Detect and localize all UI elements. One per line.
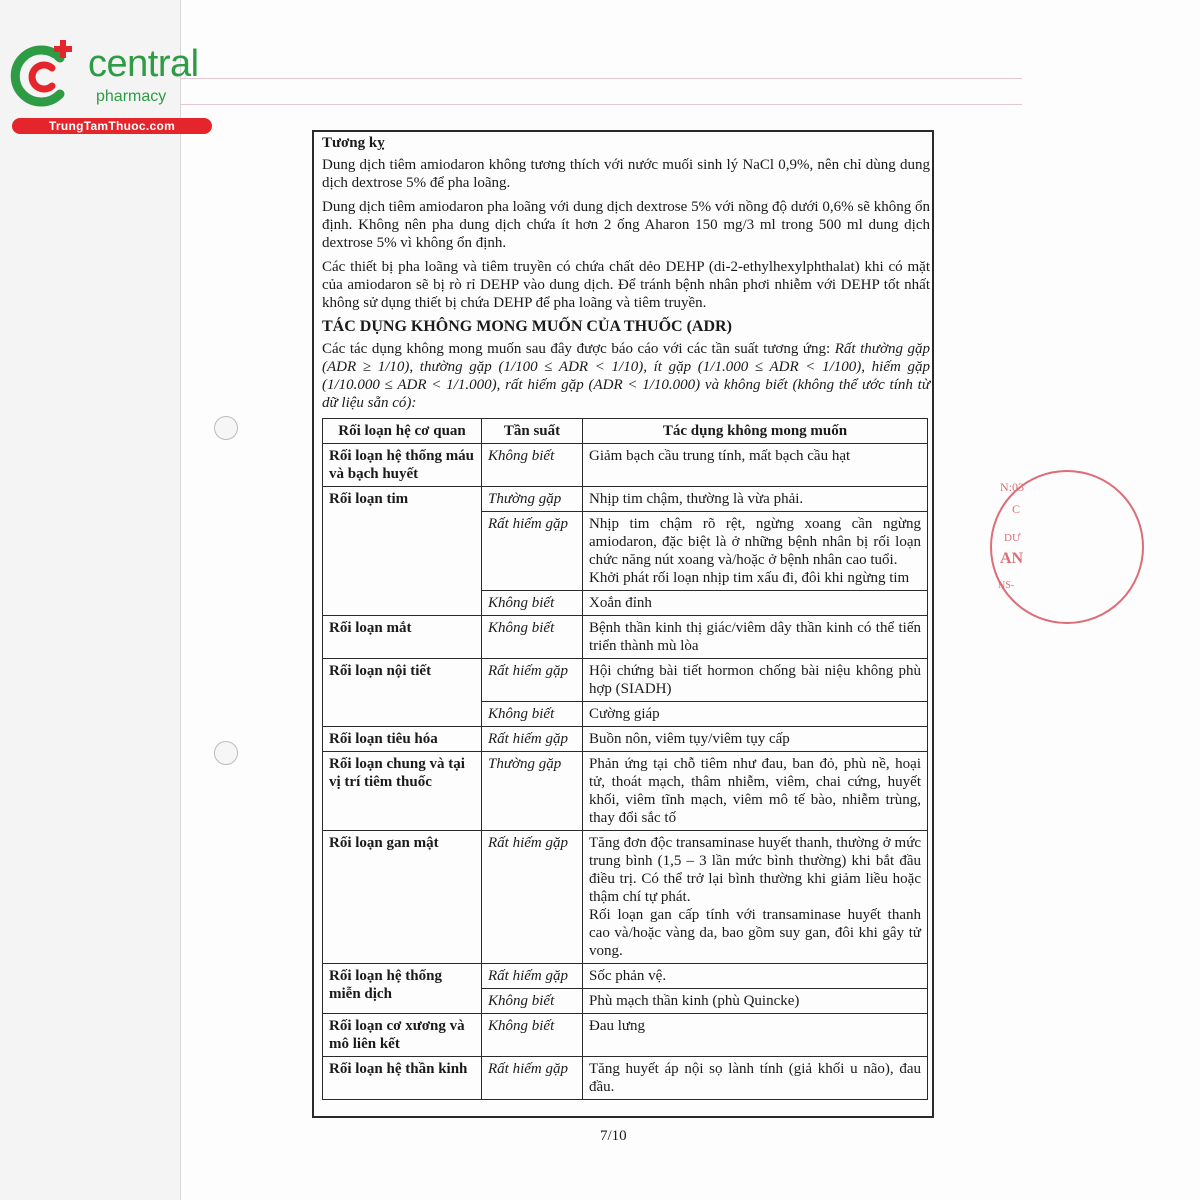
logo-sub: pharmacy: [96, 88, 167, 105]
adr-intro-frequencies: Rất thường gặp (ADR ≥ 1/10), thường gặp (1/100 ≤ ADR < 1/10), ít gặp (1/1.000 ≤ ADR < 1/100), hiếm gặp (1/10.000 ≤ ADR < 1/1.000), rất hiếm gặp (ADR < 1/10.000) và không biết (không thể ước tính từ dữ liệu sẵn có):: [322, 341, 930, 411]
stamp-text: AN: [1000, 550, 1024, 567]
organ-class-cell: Rối loạn chung và tại vị trí tiêm thuốc: [323, 752, 482, 831]
organ-class-cell: Rối loạn hệ thống miễn dịch: [323, 964, 482, 1014]
organ-class-cell: Rối loạn gan mật: [323, 831, 482, 964]
section-heading-incompatibility: Tương kỵ: [322, 135, 385, 151]
effect-text: Tăng đơn độc transaminase huyết thanh, thường ở mức trung bình (1,5 – 3 lần mức bình thường) khi bắt đầu điều trị. Có thể trở lại bình thường khi giảm liều hoặc thậm chí tự phát.: [589, 835, 921, 905]
effect-text: Rối loạn gan cấp tính với transaminase huyết thanh cao và/hoặc vàng da, bao gồm suy gan, đôi khi gây tử vong.: [589, 907, 921, 959]
stamp-text: NS-: [998, 580, 1015, 591]
effect-cell: Phản ứng tại chỗ tiêm như đau, ban đỏ, phù nề, hoại tử, thoát mạch, thâm nhiễm, viêm, chai cứng, huyết khối, viêm tĩnh mạch, viêm mô tế bào, nhiễm trùng, thay đổi sắc tố: [583, 752, 928, 831]
paragraph: Các thiết bị pha loãng và tiêm truyền có chứa chất dẻo DEHP (di-2-ethylhexylphthalat) khi có mặt của amiodaron sẽ bị rò rỉ DEHP vào dung dịch. Để tránh bệnh nhân phơi nhiễm với DEHP tốt nhất không sử dụng thiết bị chứa DEHP để pha loãng và tiêm truyền.: [322, 259, 930, 311]
effect-cell: Hội chứng bài tiết hormon chống bài niệu không phù hợp (SIADH): [583, 659, 928, 702]
table-row: [323, 727, 928, 752]
organ-class-cell: Rối loạn mắt: [323, 616, 482, 659]
table-row: [323, 659, 928, 702]
page-number: 7/10: [600, 1128, 627, 1144]
frequency-cell: Không biết: [482, 616, 583, 659]
effect-cell: Bệnh thần kinh thị giác/viêm dây thần kinh có thể tiến triển thành mù lòa: [583, 616, 928, 659]
effect-cell: Sốc phản vệ.: [583, 964, 928, 989]
header-rule-2: [180, 104, 1022, 105]
central-pharmacy-logo: [8, 36, 218, 136]
table-row: [323, 487, 928, 512]
red-stamp: [990, 470, 1144, 624]
effect-cell: Giảm bạch cầu trung tính, mất bạch cầu hạt: [583, 444, 928, 487]
table-row: [323, 964, 928, 989]
effect-cell: [583, 831, 928, 964]
frequency-cell: Không biết: [482, 989, 583, 1014]
logo-mark-icon: [8, 36, 86, 116]
effect-text: Khởi phát rối loạn nhịp tim xấu đi, đôi khi ngừng tim: [589, 570, 910, 586]
paragraph: Dung dịch tiêm amiodaron pha loãng với dung dịch dextrose 5% với nồng độ dưới 0,6% sẽ không ổn định. Không nên pha dung dịch chứa ít hơn 2 ống Aharon 150 mg/3 ml trong 500 ml dung dịch dextrose 5% vì không ổn định.: [322, 199, 930, 251]
stamp-text: C: [1012, 502, 1021, 516]
frequency-cell: Không biết: [482, 444, 583, 487]
effect-cell: Cường giáp: [583, 702, 928, 727]
document-body: [322, 134, 930, 1100]
frequency-cell: Rất hiếm gặp: [482, 964, 583, 989]
logo-site: TrungTamThuoc.com: [12, 118, 212, 134]
organ-class-cell: Rối loạn cơ xương và mô liên kết: [323, 1014, 482, 1057]
table-row: [323, 1057, 928, 1100]
frequency-cell: Rất hiếm gặp: [482, 727, 583, 752]
stamp-text: N:03: [1000, 480, 1024, 494]
punch-hole: [214, 416, 238, 440]
table-row: [323, 752, 928, 831]
frequency-cell: Không biết: [482, 1014, 583, 1057]
adr-table: [322, 418, 928, 1100]
effect-cell: [583, 512, 928, 591]
frequency-cell: Rất hiếm gặp: [482, 512, 583, 591]
logo-brand: central: [88, 43, 199, 85]
effect-cell: Phù mạch thần kinh (phù Quincke): [583, 989, 928, 1014]
organ-class-cell: Rối loạn tiêu hóa: [323, 727, 482, 752]
organ-class-cell: Rối loạn tim: [323, 487, 482, 616]
effect-text: Nhịp tim chậm rõ rệt, ngừng xoang cần ngừng amiodaron, đặc biệt là ở những bệnh nhân bị rối loạn chức năng nút xoang và/hoặc ở bệnh nhân cao tuổi.: [589, 516, 921, 568]
frequency-cell: Rất hiếm gặp: [482, 659, 583, 702]
effect-cell: Buồn nôn, viêm tụy/viêm tụy cấp: [583, 727, 928, 752]
frequency-cell: Rất hiếm gặp: [482, 1057, 583, 1100]
table-row: [323, 1014, 928, 1057]
effect-cell: Xoắn đỉnh: [583, 591, 928, 616]
table-row: [323, 831, 928, 964]
effect-cell: Nhịp tim chậm, thường là vừa phải.: [583, 487, 928, 512]
frequency-cell: Rất hiếm gặp: [482, 831, 583, 964]
column-header: Tác dụng không mong muốn: [583, 419, 928, 444]
header-rule: [180, 78, 1022, 79]
stamp-text: DƯ: [1004, 532, 1021, 544]
frequency-cell: Không biết: [482, 702, 583, 727]
table-row: [323, 444, 928, 487]
table-row: [323, 616, 928, 659]
section-heading-adr: TÁC DỤNG KHÔNG MONG MUỐN CỦA THUỐC (ADR): [322, 318, 732, 335]
adr-intro: [322, 340, 930, 412]
column-header: Rối loạn hệ cơ quan: [323, 419, 482, 444]
organ-class-cell: Rối loạn hệ thống máu và bạch huyết: [323, 444, 482, 487]
organ-class-cell: Rối loạn nội tiết: [323, 659, 482, 727]
effect-cell: Đau lưng: [583, 1014, 928, 1057]
frequency-cell: Thường gặp: [482, 487, 583, 512]
effect-cell: Tăng huyết áp nội sọ lành tính (giả khối u não), đau đầu.: [583, 1057, 928, 1100]
adr-intro-text: Các tác dụng không mong muốn sau đây được báo cáo với các tần suất tương ứng:: [322, 341, 835, 357]
organ-class-cell: Rối loạn hệ thần kinh: [323, 1057, 482, 1100]
frequency-cell: Thường gặp: [482, 752, 583, 831]
frequency-cell: Không biết: [482, 591, 583, 616]
table-header-row: [323, 419, 928, 444]
punch-hole: [214, 741, 238, 765]
column-header: Tần suất: [482, 419, 583, 444]
paragraph: Dung dịch tiêm amiodaron không tương thích với nước muối sinh lý NaCl 0,9%, nên chỉ dùng dung dịch dextrose 5% để pha loãng.: [322, 157, 930, 191]
